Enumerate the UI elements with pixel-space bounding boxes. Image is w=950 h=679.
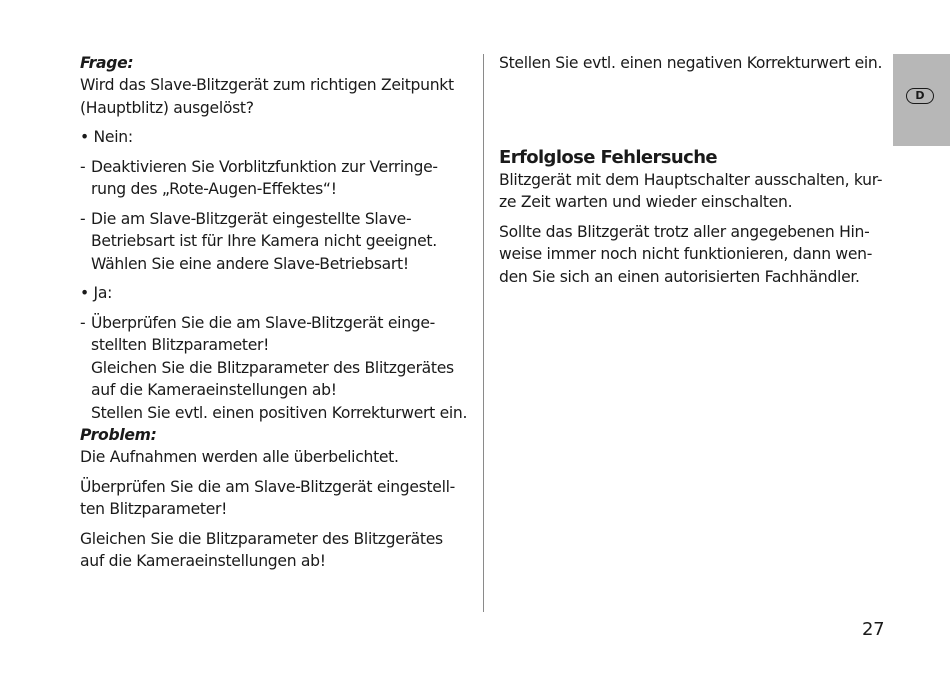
text-line: ze Zeit warten und wieder einschalten.: [499, 193, 793, 211]
right-paragraph-1: [499, 169, 884, 214]
text-line: weise immer noch nicht funktionieren, dann wen-: [499, 245, 873, 263]
frage-text: [80, 74, 472, 119]
dash-marker: -: [80, 313, 86, 332]
page-number: 27: [862, 619, 885, 640]
text-line: Überprüfen Sie die am Slave-Blitzgerät einge-: [91, 313, 435, 332]
text-line: auf die Kameraeinstellungen ab!: [91, 381, 337, 399]
text-line: Betriebsart ist für Ihre Kamera nicht geeignet.: [91, 232, 437, 250]
dash-marker: -: [80, 209, 86, 228]
text-line: Wird das Slave-Blitzgerät zum richtigen Zeitpunkt: [80, 76, 454, 94]
column-divider: [483, 54, 484, 612]
text-line: Gleichen Sie die Blitzparameter des Blitzgerätes: [91, 358, 454, 377]
text-line: Sollte das Blitzgerät trotz aller angegebenen Hin-: [499, 222, 870, 241]
continued-line: Stellen Sie evtl. einen negativen Korrekturwert ein.: [499, 54, 883, 72]
nein-item-2: [80, 208, 472, 276]
text-line: Die am Slave-Blitzgerät eingestellte Slave-: [91, 209, 412, 228]
frage-label: Frage:: [80, 54, 134, 72]
section-heading: Erfolglose Fehlersuche: [499, 146, 718, 168]
text-line: Blitzgerät mit dem Hauptschalter ausschalten, kur-: [499, 170, 883, 189]
nein-label: • Nein:: [80, 128, 133, 146]
text-line: ten Blitzparameter!: [80, 500, 228, 518]
text-line: Wählen Sie eine andere Slave-Betriebsart!: [91, 254, 409, 273]
dash-marker: -: [80, 157, 86, 176]
problem-paragraph-3: [80, 528, 472, 573]
nein-item-1: [80, 156, 472, 201]
right-column: [499, 52, 884, 288]
text-line: stellten Blitzparameter!: [91, 336, 270, 354]
right-paragraph-2: [499, 221, 884, 289]
language-badge: D: [906, 88, 934, 104]
problem-paragraph-2: [80, 476, 472, 521]
text-line: den Sie sich an einen autorisierten Fachhändler.: [499, 267, 860, 286]
text-line: rung des „Rote-Augen-Effektes“!: [91, 180, 337, 198]
language-tab: [893, 54, 950, 146]
problem-text: Die Aufnahmen werden alle überbelichtet.: [80, 448, 399, 466]
text-line: auf die Kameraeinstellungen ab!: [80, 552, 326, 570]
text-line: Stellen Sie evtl. einen positiven Korrekturwert ein.: [91, 403, 468, 422]
text-line: Deaktivieren Sie Vorblitzfunktion zur Verringe-: [91, 157, 438, 176]
ja-label: • Ja:: [80, 284, 113, 302]
text-line: Gleichen Sie die Blitzparameter des Blitzgerätes: [80, 529, 443, 548]
ja-item-1: [80, 312, 472, 425]
text-line: (Hauptblitz) ausgelöst?: [80, 98, 254, 117]
problem-label: Problem:: [80, 426, 157, 444]
left-column: [80, 52, 472, 573]
text-line: Überprüfen Sie die am Slave-Blitzgerät eingestell-: [80, 477, 455, 496]
